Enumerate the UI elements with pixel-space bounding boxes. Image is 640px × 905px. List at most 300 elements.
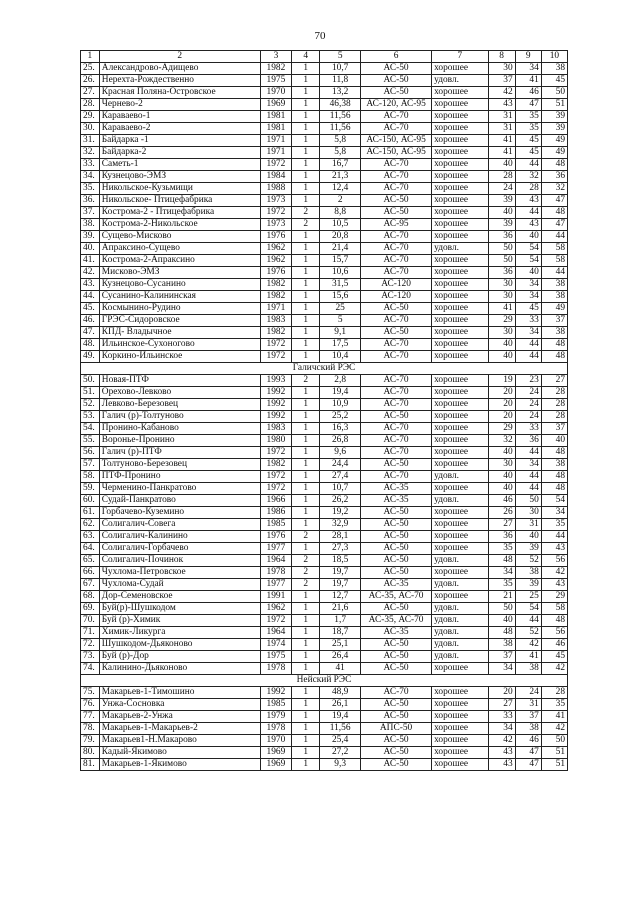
value-col-8-cell: 34 [488, 663, 515, 675]
row-number-cell: 58. [81, 471, 100, 483]
table-row [81, 555, 568, 567]
condition-cell: хорошее [432, 255, 488, 267]
year-built-cell: 1971 [260, 303, 291, 315]
value-col-8-cell: 20 [488, 387, 515, 399]
wire-brand-cell: АС-50 [361, 603, 432, 615]
value-col-8-cell: 50 [488, 603, 515, 615]
row-number-cell: 65. [81, 555, 100, 567]
condition-cell: хорошее [432, 591, 488, 603]
value-col-9-cell: 47 [515, 759, 541, 771]
value-col-8-cell: 19 [488, 375, 515, 387]
value-col-10-cell: 44 [541, 231, 567, 243]
value-col-10-cell: 41 [541, 711, 567, 723]
value-col-9-cell: 39 [515, 543, 541, 555]
table-row [81, 651, 568, 663]
wire-brand-cell: АС-70 [361, 339, 432, 351]
table-row [81, 411, 568, 423]
table-row [81, 339, 568, 351]
condition-cell: хорошее [432, 747, 488, 759]
wire-brand-cell: АС-70 [361, 171, 432, 183]
year-built-cell: 1972 [260, 339, 291, 351]
table-row [81, 639, 568, 651]
value-col-9-cell: 40 [515, 267, 541, 279]
value-col-10-cell: 56 [541, 555, 567, 567]
circuit-count-cell: 1 [292, 471, 320, 483]
value-col-10-cell: 28 [541, 411, 567, 423]
value-col-10-cell: 48 [541, 471, 567, 483]
value-col-9-cell: 45 [515, 135, 541, 147]
condition-cell: хорошее [432, 411, 488, 423]
condition-cell: хорошее [432, 735, 488, 747]
year-built-cell: 1964 [260, 627, 291, 639]
table-row [81, 687, 568, 699]
value-col-10-cell: 51 [541, 759, 567, 771]
row-number-cell: 45. [81, 303, 100, 315]
row-number-cell: 60. [81, 495, 100, 507]
wire-brand-cell: АС-50 [361, 87, 432, 99]
circuit-count-cell: 2 [292, 531, 320, 543]
line-name-cell: Кузнецово-ЭМЗ [99, 171, 260, 183]
table-row [81, 759, 568, 771]
length-km-cell: 11,56 [320, 723, 361, 735]
value-col-10-cell: 29 [541, 591, 567, 603]
value-col-8-cell: 35 [488, 579, 515, 591]
value-col-10-cell: 58 [541, 255, 567, 267]
wire-brand-cell: АС-35 [361, 495, 432, 507]
condition-cell: удовл. [432, 75, 488, 87]
wire-brand-cell: АС-70 [361, 375, 432, 387]
condition-cell: хорошее [432, 327, 488, 339]
value-col-9-cell: 39 [515, 579, 541, 591]
wire-brand-cell: АС-50 [361, 459, 432, 471]
table-row [81, 459, 568, 471]
condition-cell: хорошее [432, 351, 488, 363]
row-number-cell: 75. [81, 687, 100, 699]
row-number-cell: 56. [81, 447, 100, 459]
value-col-9-cell: 44 [515, 471, 541, 483]
line-name-cell: ГРЭС-Сидоровское [99, 315, 260, 327]
table-row [81, 471, 568, 483]
wire-brand-cell: АС-50 [361, 507, 432, 519]
row-number-cell: 68. [81, 591, 100, 603]
value-col-9-cell: 52 [515, 555, 541, 567]
value-col-8-cell: 32 [488, 435, 515, 447]
circuit-count-cell: 1 [292, 447, 320, 459]
table-row [81, 195, 568, 207]
line-name-cell: Судай-Панкратово [99, 495, 260, 507]
condition-cell: удовл. [432, 495, 488, 507]
table-row [81, 123, 568, 135]
line-name-cell: Саметь-1 [99, 159, 260, 171]
circuit-count-cell: 1 [292, 183, 320, 195]
circuit-count-cell: 1 [292, 387, 320, 399]
circuit-count-cell: 1 [292, 507, 320, 519]
circuit-count-cell: 1 [292, 159, 320, 171]
circuit-count-cell: 1 [292, 639, 320, 651]
condition-cell: хорошее [432, 531, 488, 543]
line-name-cell: Караваево-2 [99, 123, 260, 135]
line-name-cell: Новая-ПТФ [99, 375, 260, 387]
column-header: 10 [541, 51, 567, 63]
condition-cell: хорошее [432, 423, 488, 435]
value-col-8-cell: 40 [488, 159, 515, 171]
condition-cell: хорошее [432, 687, 488, 699]
line-name-cell: Сущево-Мисково [99, 231, 260, 243]
value-col-9-cell: 44 [515, 615, 541, 627]
wire-brand-cell: АС-50 [361, 735, 432, 747]
table-row [81, 99, 568, 111]
circuit-count-cell: 2 [292, 375, 320, 387]
value-col-8-cell: 31 [488, 111, 515, 123]
value-col-9-cell: 38 [515, 663, 541, 675]
column-header: 6 [361, 51, 432, 63]
length-km-cell: 9,3 [320, 759, 361, 771]
row-number-cell: 29. [81, 111, 100, 123]
line-name-cell: Черменино-Панкратово [99, 483, 260, 495]
column-header: 7 [432, 51, 488, 63]
value-col-10-cell: 42 [541, 723, 567, 735]
table-row [81, 711, 568, 723]
row-number-cell: 35. [81, 183, 100, 195]
condition-cell: хорошее [432, 99, 488, 111]
length-km-cell: 10,7 [320, 483, 361, 495]
length-km-cell: 19,2 [320, 507, 361, 519]
line-name-cell: Буй (р)-Дор [99, 651, 260, 663]
value-col-9-cell: 45 [515, 303, 541, 315]
length-km-cell: 25,2 [320, 411, 361, 423]
row-number-cell: 59. [81, 483, 100, 495]
column-header: 8 [488, 51, 515, 63]
year-built-cell: 1983 [260, 315, 291, 327]
value-col-10-cell: 38 [541, 327, 567, 339]
table-row [81, 735, 568, 747]
wire-brand-cell: АС-50 [361, 207, 432, 219]
length-km-cell: 10,9 [320, 399, 361, 411]
line-name-cell: Левково-Березовец [99, 399, 260, 411]
circuit-count-cell: 1 [292, 411, 320, 423]
table-row [81, 351, 568, 363]
length-km-cell: 28,1 [320, 531, 361, 543]
length-km-cell: 32,9 [320, 519, 361, 531]
column-header: 9 [515, 51, 541, 63]
wire-brand-cell: АС-70 [361, 351, 432, 363]
condition-cell: хорошее [432, 435, 488, 447]
table-row [81, 423, 568, 435]
wire-brand-cell: АС-70 [361, 159, 432, 171]
table-row [81, 279, 568, 291]
line-name-cell: Байдарка-2 [99, 147, 260, 159]
value-col-9-cell: 52 [515, 627, 541, 639]
length-km-cell: 21,3 [320, 171, 361, 183]
length-km-cell: 21,6 [320, 603, 361, 615]
condition-cell: хорошее [432, 663, 488, 675]
value-col-10-cell: 48 [541, 207, 567, 219]
condition-cell: удовл. [432, 579, 488, 591]
row-number-cell: 69. [81, 603, 100, 615]
value-col-8-cell: 43 [488, 99, 515, 111]
row-number-cell: 32. [81, 147, 100, 159]
column-header: 2 [99, 51, 260, 63]
value-col-10-cell: 45 [541, 75, 567, 87]
circuit-count-cell: 1 [292, 711, 320, 723]
column-header: 1 [81, 51, 100, 63]
table-row [81, 291, 568, 303]
condition-cell: хорошее [432, 759, 488, 771]
wire-brand-cell: АС-150, АС-95 [361, 135, 432, 147]
row-number-cell: 81. [81, 759, 100, 771]
value-col-9-cell: 24 [515, 687, 541, 699]
length-km-cell: 19,4 [320, 711, 361, 723]
value-col-10-cell: 54 [541, 495, 567, 507]
value-col-8-cell: 42 [488, 87, 515, 99]
row-number-cell: 78. [81, 723, 100, 735]
value-col-10-cell: 48 [541, 339, 567, 351]
year-built-cell: 1974 [260, 639, 291, 651]
length-km-cell: 8,8 [320, 207, 361, 219]
line-name-cell: Александрово-Адищево [99, 63, 260, 75]
value-col-8-cell: 24 [488, 183, 515, 195]
condition-cell: хорошее [432, 267, 488, 279]
year-built-cell: 1993 [260, 375, 291, 387]
condition-cell: удовл. [432, 243, 488, 255]
value-col-10-cell: 34 [541, 507, 567, 519]
circuit-count-cell: 1 [292, 147, 320, 159]
row-number-cell: 34. [81, 171, 100, 183]
value-col-9-cell: 54 [515, 243, 541, 255]
table-row [81, 315, 568, 327]
year-built-cell: 1984 [260, 171, 291, 183]
value-col-8-cell: 30 [488, 291, 515, 303]
table-header-row [81, 51, 568, 63]
table-row [81, 399, 568, 411]
line-name-cell: Толтуново-Березовец [99, 459, 260, 471]
line-name-cell: Никольское-Кузьмищи [99, 183, 260, 195]
table-row [81, 327, 568, 339]
condition-cell: хорошее [432, 447, 488, 459]
table-row [81, 375, 568, 387]
circuit-count-cell: 1 [292, 627, 320, 639]
line-name-cell: Кадый-Якимово [99, 747, 260, 759]
value-col-9-cell: 31 [515, 519, 541, 531]
row-number-cell: 53. [81, 411, 100, 423]
year-built-cell: 1969 [260, 99, 291, 111]
circuit-count-cell: 1 [292, 495, 320, 507]
condition-cell: хорошее [432, 519, 488, 531]
year-built-cell: 1982 [260, 63, 291, 75]
value-col-9-cell: 47 [515, 747, 541, 759]
wire-brand-cell: АС-70 [361, 387, 432, 399]
value-col-8-cell: 30 [488, 459, 515, 471]
year-built-cell: 1977 [260, 579, 291, 591]
circuit-count-cell: 1 [292, 687, 320, 699]
row-number-cell: 51. [81, 387, 100, 399]
value-col-9-cell: 44 [515, 483, 541, 495]
line-name-cell: Ильинское-Сухоногово [99, 339, 260, 351]
row-number-cell: 66. [81, 567, 100, 579]
wire-brand-cell: АС-50 [361, 543, 432, 555]
row-number-cell: 64. [81, 543, 100, 555]
value-col-10-cell: 48 [541, 483, 567, 495]
circuit-count-cell: 1 [292, 735, 320, 747]
value-col-10-cell: 50 [541, 735, 567, 747]
condition-cell: хорошее [432, 711, 488, 723]
circuit-count-cell: 1 [292, 75, 320, 87]
wire-brand-cell: АС-50 [361, 195, 432, 207]
value-col-8-cell: 40 [488, 351, 515, 363]
wire-brand-cell: АС-35, АС-70 [361, 591, 432, 603]
row-number-cell: 46. [81, 315, 100, 327]
length-km-cell: 25,1 [320, 639, 361, 651]
value-col-9-cell: 50 [515, 495, 541, 507]
table-row [81, 147, 568, 159]
value-col-8-cell: 40 [488, 207, 515, 219]
power-lines-table [80, 50, 568, 771]
length-km-cell: 11,56 [320, 111, 361, 123]
value-col-9-cell: 41 [515, 651, 541, 663]
row-number-cell: 48. [81, 339, 100, 351]
column-header: 3 [260, 51, 291, 63]
value-col-10-cell: 58 [541, 243, 567, 255]
length-km-cell: 15,6 [320, 291, 361, 303]
condition-cell: хорошее [432, 339, 488, 351]
value-col-8-cell: 50 [488, 255, 515, 267]
length-km-cell: 41 [320, 663, 361, 675]
row-number-cell: 77. [81, 711, 100, 723]
wire-brand-cell: АС-120 [361, 291, 432, 303]
table-row [81, 483, 568, 495]
row-number-cell: 39. [81, 231, 100, 243]
circuit-count-cell: 1 [292, 231, 320, 243]
section-title: Нейский РЭС [81, 675, 568, 687]
value-col-9-cell: 46 [515, 735, 541, 747]
length-km-cell: 9,6 [320, 447, 361, 459]
wire-brand-cell: АС-50 [361, 411, 432, 423]
row-number-cell: 73. [81, 651, 100, 663]
value-col-9-cell: 37 [515, 711, 541, 723]
circuit-count-cell: 1 [292, 723, 320, 735]
value-col-10-cell: 47 [541, 219, 567, 231]
wire-brand-cell: АС-70 [361, 315, 432, 327]
line-name-cell: Апраксино-Сущево [99, 243, 260, 255]
table-row [81, 543, 568, 555]
wire-brand-cell: АС-95 [361, 219, 432, 231]
condition-cell: хорошее [432, 387, 488, 399]
row-number-cell: 27. [81, 87, 100, 99]
line-name-cell: Макарьев1-Н.Макарово [99, 735, 260, 747]
circuit-count-cell: 1 [292, 747, 320, 759]
circuit-count-cell: 2 [292, 555, 320, 567]
length-km-cell: 12,7 [320, 591, 361, 603]
line-name-cell: Никольское- Птицефабрика [99, 195, 260, 207]
year-built-cell: 1970 [260, 735, 291, 747]
value-col-9-cell: 35 [515, 123, 541, 135]
value-col-8-cell: 30 [488, 63, 515, 75]
value-col-9-cell: 24 [515, 387, 541, 399]
condition-cell: удовл. [432, 627, 488, 639]
length-km-cell: 5,8 [320, 135, 361, 147]
value-col-8-cell: 30 [488, 327, 515, 339]
wire-brand-cell: АС-35 [361, 627, 432, 639]
row-number-cell: 80. [81, 747, 100, 759]
row-number-cell: 50. [81, 375, 100, 387]
row-number-cell: 47. [81, 327, 100, 339]
value-col-9-cell: 44 [515, 207, 541, 219]
table-row [81, 87, 568, 99]
line-name-cell: Горбачево-Куземино [99, 507, 260, 519]
length-km-cell: 1,7 [320, 615, 361, 627]
wire-brand-cell: АС-70 [361, 435, 432, 447]
year-built-cell: 1981 [260, 111, 291, 123]
line-name-cell: Макарьев-1-Якимово [99, 759, 260, 771]
value-col-9-cell: 47 [515, 99, 541, 111]
value-col-9-cell: 40 [515, 531, 541, 543]
table-row [81, 183, 568, 195]
value-col-10-cell: 47 [541, 195, 567, 207]
table-row [81, 75, 568, 87]
value-col-9-cell: 34 [515, 327, 541, 339]
line-name-cell: Нерехта-Рождественно [99, 75, 260, 87]
circuit-count-cell: 2 [292, 579, 320, 591]
wire-brand-cell: АС-50 [361, 567, 432, 579]
value-col-10-cell: 48 [541, 615, 567, 627]
year-built-cell: 1972 [260, 471, 291, 483]
row-number-cell: 40. [81, 243, 100, 255]
value-col-10-cell: 32 [541, 183, 567, 195]
value-col-9-cell: 33 [515, 315, 541, 327]
table-row [81, 591, 568, 603]
wire-brand-cell: АС-50 [361, 327, 432, 339]
row-number-cell: 44. [81, 291, 100, 303]
row-number-cell: 70. [81, 615, 100, 627]
length-km-cell: 26,2 [320, 495, 361, 507]
year-built-cell: 1972 [260, 483, 291, 495]
year-built-cell: 1978 [260, 723, 291, 735]
circuit-count-cell: 1 [292, 603, 320, 615]
value-col-10-cell: 51 [541, 99, 567, 111]
circuit-count-cell: 1 [292, 99, 320, 111]
value-col-8-cell: 33 [488, 711, 515, 723]
length-km-cell: 2,8 [320, 375, 361, 387]
table-row [81, 723, 568, 735]
year-built-cell: 1972 [260, 159, 291, 171]
line-name-cell: ПТФ-Пронино [99, 471, 260, 483]
value-col-8-cell: 40 [488, 483, 515, 495]
circuit-count-cell: 1 [292, 651, 320, 663]
value-col-8-cell: 20 [488, 399, 515, 411]
value-col-10-cell: 38 [541, 291, 567, 303]
length-km-cell: 27,4 [320, 471, 361, 483]
wire-brand-cell: АС-70 [361, 471, 432, 483]
line-name-cell: Шушкодом-Дьяконово [99, 639, 260, 651]
circuit-count-cell: 1 [292, 663, 320, 675]
value-col-8-cell: 21 [488, 591, 515, 603]
year-built-cell: 1976 [260, 531, 291, 543]
circuit-count-cell: 1 [292, 351, 320, 363]
year-built-cell: 1982 [260, 279, 291, 291]
wire-brand-cell: АС-70 [361, 447, 432, 459]
condition-cell: хорошее [432, 399, 488, 411]
table-row [81, 435, 568, 447]
wire-brand-cell: АС-150, АС-95 [361, 147, 432, 159]
condition-cell: хорошее [432, 111, 488, 123]
year-built-cell: 1983 [260, 423, 291, 435]
value-col-8-cell: 42 [488, 735, 515, 747]
length-km-cell: 31,5 [320, 279, 361, 291]
circuit-count-cell: 1 [292, 267, 320, 279]
circuit-count-cell: 1 [292, 135, 320, 147]
condition-cell: удовл. [432, 471, 488, 483]
value-col-8-cell: 41 [488, 303, 515, 315]
